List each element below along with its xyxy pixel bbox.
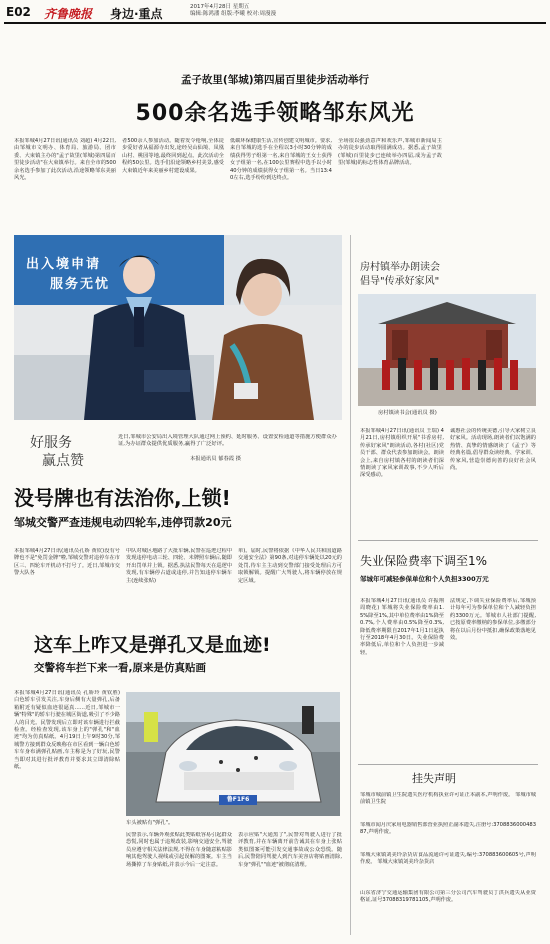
car-photo <box>126 692 340 816</box>
column-divider <box>350 235 351 935</box>
article2-headline: 没号牌也有法治你,上锁! <box>14 486 231 510</box>
photo1-tag-line1: 好服务 <box>30 435 72 451</box>
article1-headline: 500余名选手领略邹东风光 <box>135 101 415 126</box>
header-rule <box>4 22 546 24</box>
reading-photo-caption: 房村镇读书会(通讯员 摄) <box>378 410 437 416</box>
article1-kicker: 孟子故里(邹城)第四届百里徒步活动举行 <box>180 74 370 86</box>
article1-col4: 全场很以强劲意声和欢乐声,邹城市新闻局主办的徒步活动取得圆满成功。据悉,孟子故里(邹城)百里徒步已连续举办四届,成为孟子故里(邹城)的标志性体育品牌活动。 <box>338 138 442 167</box>
article5-headline: 失业保险费率下调至1% <box>360 554 488 568</box>
article2-col3: 单)。届时,民警将依据《中华人民共和国道路交通安全法》第90条,对违停车辆处以20元的处罚,待车主主动到交警部门接受处理后方可取锁解锁。提醒广大驾驶人,将车辆停放在规定区域。 <box>238 548 342 584</box>
article4-headline-line1: 房村镇举办朗读会 <box>360 262 440 273</box>
article1-col2: 者500余人参加活动。随着发令枪响,全体徒步爱好者从福源寺出发,途经吴山仙境、凤凰山村、桃园等地,最终回到起点。此次活动全程约50公里。选手们沿途领略乡村美景,感受大束镇近年来美丽乡村建设成果。 <box>122 138 224 174</box>
article1-col1: 本报邹城4月27日讯(通讯员 刘超) 4月22日,由邹城市文明办、体育局、旅游局、团市委、大束镇主办的"孟子故里(邹城)第四届百里徒步活动"在大束镇举行。来自全市的500余名选手参加了此次活动,沿途领略邹东美丽风光。 <box>14 138 116 182</box>
section-title: 身边·重点 <box>110 7 163 21</box>
reading-event-photo <box>358 294 536 406</box>
notice-item-3: 邹城大束镇刘美玲杂货店食品流通许可证遗失,编号:370883600605号,声明作废。 邹城大束镇刘美玲杂货店 <box>360 852 536 866</box>
article4-headline-line2: 倡导"传承好家风" <box>360 276 440 287</box>
newspaper-brand: 齐鲁晚报 <box>44 7 93 21</box>
article5-col1: 本报邹城4月27日讯(通讯员 许振翔 周晓花) 邹城将失业保险费率由1.5%降至1%,其中单位费率由1%降至0.7%,个人费率由0.5%降至0.3%,降低费率期限自2017年1月1日起执行至2018年4月30日。失业保险费率降低后,单位和个人负担进一步减轻。 <box>360 598 444 656</box>
article5-subhead: 邹城年可减轻参保单位和个人负担3300万元 <box>360 575 489 583</box>
article3-col1: 本报邹城4月27日讯(通讯员 孔娇玲 黄钦胜) 白色轿车引发关注,车身后侧有大量弹孔,后备箱附近有疑似血迹很逼真……近日,邹城市一辆"特殊"的轿车行驶在城区街道,吸引了不少路人的目光。民警发现后立即对该车辆进行拦截检查。经检查发现,该车身上的"弹孔"和"血迹"均为仿真贴纸。4月19日上午9时30分,邹城警方接到群众反映称在市区看到一辆白色轿车车身布满弹孔贴画,车主称是为了好玩,民警当即对其进行批评教育并要求其立即清除贴纸。 <box>14 690 120 771</box>
reading-event-illustration <box>358 294 536 406</box>
editors-line: 编辑:陈鸿潘 组版:李曦 校对:周漫漫 <box>190 11 277 17</box>
photo1-credit: 本报通讯员 郁春霞 摄 <box>190 456 242 462</box>
article3-col3: 表示应贴"大通黑了",民警对驾驶人进行了批评教育,并在车辆离开前告诫其在车身上张贴类似图案可能引发交通事故或公众恐慌。随后,民警陪同驾驶人到汽车美容店将贴画清除,车身"弹孔""血迹"被彻底清理。 <box>238 832 342 868</box>
license-plate: 鲁F1F6 <box>219 795 257 805</box>
article3-subhead: 交警将车拦下来一看,原来是仿真贴画 <box>34 662 206 674</box>
article5-col2: 法规定,下调失业保险费率后,邹城预计每年可为参保单位和个人减轻负担约3300万元。邹城市人社部门提醒,已按原费率缴纳的参保单位,多缴部分将在以后月份中抵扣,确保政策落地见效。 <box>450 598 536 642</box>
notice-item-2: 邹城市闻月庆家用电器销售部营业执照正副本遗失,注册号:370883600048387,声明作废。 <box>360 822 536 836</box>
article2-col2: 中队对城区地路了大批车辆,民警在巡逻过程中发现违停电动三轮、四轮、未牌照车辆后,随即开出罚单并上锁。据悉,执法民警每天在巡逻中发现,有车辆停占道或违停,并告知违停车辆车主(连续张贴) <box>126 548 232 584</box>
police-service-photo <box>14 235 342 420</box>
notices-title: 挂失声明 <box>412 772 456 785</box>
issue-date: 2017年4月28日 星期五 <box>190 4 250 10</box>
office-sign-line2: 服务无忧 <box>50 277 111 292</box>
article2-subhead: 邹城交警严查违规电动四轮车,违停罚款20元 <box>14 516 232 529</box>
page-number: E02 <box>6 5 31 19</box>
article3-col2: 民警表示,车辆外观张贴此类贴纸容易引起群众恐慌,同时也属于违规改装,影响交通安全,驾驶员应遵守相关法律法规,不得在车身随意粘贴影响其他驾驶人视线或引起误解的图案。车主当场撕掉了车身贴纸,并表示今后一定注意。 <box>126 832 232 868</box>
article4-col2: 诚惠社会的传统美德,引导大家树立良好家风。活动现场,朗读者们以饱满的热情、真挚的情感朗读了《孟子》等经典名篇,倡导群众读经典、学家训、传家风,营造崇德向善的良好社会风尚。 <box>450 428 536 472</box>
photo1-caption: 近日,邹城市公安局出入境管理大队通过网上预约、延时服务、设置安检通道等措施方便群众办证,为办证群众提供优质服务,赢得了广泛好评。 <box>118 434 337 448</box>
notice-item-1: 邹城市城前镇卫生院遗失医疗机构执业许可证正本副本,声明作废。 邹城市城前镇卫生院 <box>360 792 536 806</box>
article5-top-rule <box>358 540 538 541</box>
notices-top-rule <box>358 764 538 765</box>
notice-item-4: 山东省济宁交通运输集团有限公司第三分公司汽车驾驶员丁洪兵遗失从业资格证,证号37088319781105,声明作废。 <box>360 890 536 904</box>
office-sign-line1: 出入境申请 <box>26 257 102 272</box>
car-photo-caption: 车头被贴有"弹孔"。 <box>126 820 174 826</box>
article2-col1: 本报邹城4月27日讯(通讯员孔娇 黄钦)没有号牌也不是"免罚金牌"啦,邹城交警对违停车在市区三、四轮车开机动不打号了。近日,邹城市交警大队各 <box>14 548 120 577</box>
article3-headline: 这车上咋又是弹孔又是血迹! <box>34 634 271 656</box>
article1-col3: 低碳环保健康生活,宣传创建文明城市。要求,来自邹城的选手在全程以3小时30分钟的成绩获得男子组第一名,来自邹城的王女士获得女子组第一名,在100公里赛程中选手以小时40分钟的成绩获得女子组第一名。当日13:40左右,选手纷纷到达终点。 <box>230 138 332 182</box>
photo1-tag-line2: 赢点赞 <box>42 453 84 469</box>
article4-col1: 本报邹城4月27日讯(通讯员 王瑞) 4月21日,房村镇组织开展"书香房村,传承好家风"朗读活动,各村(社区)党员干部、群众代表参加朗读会。朗读会上,来自房村镇各村的朗读者们深情朗读了家风家训故事,不少人听后深受感动。 <box>360 428 444 479</box>
